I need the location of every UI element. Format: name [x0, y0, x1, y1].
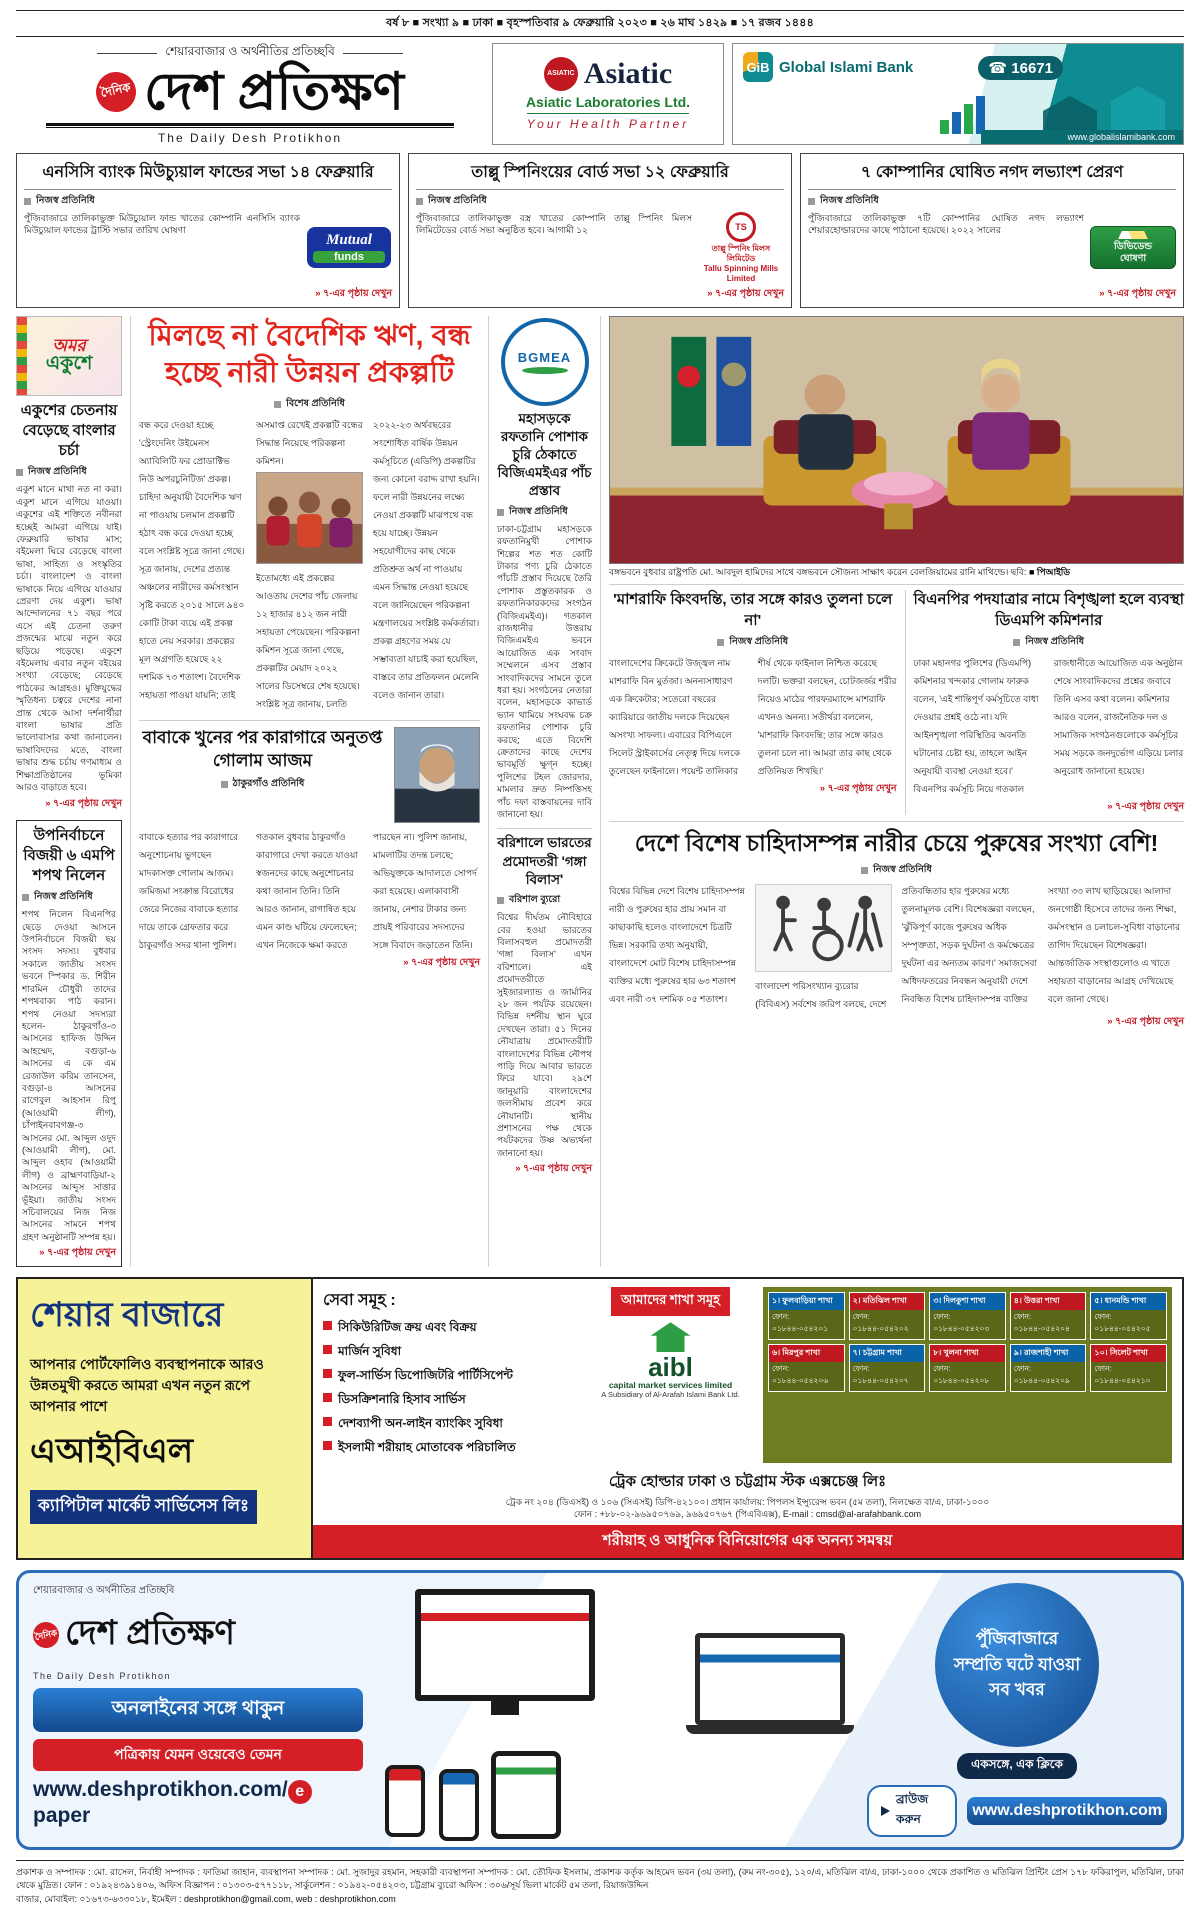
tallu-spinning-logo: TS তাল্লু স্পিনিং মিলস লিমিটেড Tallu Spinning Mills Limited — [698, 212, 784, 284]
branch-card: ১০। সিলেট শাখা ফোন: ০১৮৪৪-০৫৪২১০ — [1090, 1344, 1167, 1392]
alpona-stripe-decoration — [17, 317, 27, 395]
branch-card: ৮। খুলনা শাখা ফোন: ০১৮৪৪-০৫৪২০৮ — [929, 1344, 1006, 1392]
service-item: ইসলামী শরীয়াহ মোতাবেক পরিচালিত — [338, 1440, 516, 1455]
gib-logo-icon: GiB — [743, 52, 773, 82]
branches-title: আমাদের শাখা সমূহ — [611, 1287, 730, 1316]
aibl-house-icon — [651, 1322, 691, 1352]
aibl-ad-right-panel — [313, 1279, 1182, 1557]
mid-column — [488, 316, 592, 1268]
service-item: দেশব্যাপী অন-লাইন ব্যাংকিং সুবিধা — [338, 1416, 503, 1431]
trek-holder-line: ট্রেক হোল্ডার ঢাকা ও চট্টগ্রাম স্টক এক্সচেঞ্জ লিঃ — [608, 1473, 887, 1491]
byline-text: নিজস্ব প্রতিনিধি — [729, 635, 789, 647]
one-click-pill: একসঙ্গে, এক ক্লিকে — [957, 1753, 1077, 1779]
continue-page7-link[interactable]: » ৭-এর পৃষ্ঠায় দেখুন — [515, 1163, 592, 1175]
byline-icon — [16, 469, 23, 476]
byline-text: নিজস্ব প্রতিনিধি — [34, 891, 93, 903]
branch-card: ৭। চট্টগ্রাম শাখা ফোন: ০১৮৪৪-০৫৪২০৭ — [849, 1344, 926, 1392]
masthead-subtitle: The Daily Desh Protikhon — [157, 130, 343, 145]
branch-card: ৩। দিলকুশা শাখা ফোন: ০১৮৪৪-০৫৪২০৩ — [929, 1292, 1006, 1340]
bullet-icon — [323, 1417, 332, 1426]
tablet-graphic — [491, 1751, 561, 1839]
aibl-brand-bn: এআইবিএল — [30, 1432, 194, 1471]
byline-icon — [274, 401, 281, 408]
brief-nccbl-mutual-fund — [16, 153, 400, 308]
imprint-line1: প্রকাশক ও সম্পাদক : মো. রাসেল, নির্বাহী সম্পাদক : ফাতিমা জাহান, ব্যবস্থাপনা সম্পাদক : মো. সুজাদুর রহমান, সহকারী ব্যবস্থাপনা সম্পাদক : মো. তৌফিক ইসলাম, প্রকাশক কর্তৃক আহমেদ ভবন (৩য় তলা), (রুম নং-৩০৫), ১২০/এ, মতিঝিল বা/এ, ঢাকা-১০০০ থেকে প্রকাশিত ও মতিঝিল প্রিন্টিং প্রেস ১৭৮ ফকিরাপুল, মতিঝিল, ঢাকা থেকে মুদ্রিত। ফোন : ০১৯২৪৩৯১৪০৬, অফিস বিজ্ঞাপন : ০১৩০৩-৫৭৭১১৮, সার্কুলেশন : ০১৯৪২-০৫৪২০৩, চট্টগ্রাম ব্যুরো অফিস : ৩০৬/সূর্য ভিলা মার্কেট ৫ম তলা, রিয়াজউদ্দিন — [16, 1866, 1184, 1890]
bullet-icon — [323, 1321, 332, 1330]
aibl-slogan-bar: শরীয়াহ ও আধুনিক বিনিয়োগের এক অনন্য সমন্বয় — [313, 1525, 1182, 1558]
browse-button[interactable]: ব্রাউজ করুন — [867, 1785, 957, 1837]
masthead — [16, 43, 484, 145]
bgmea-swoosh — [522, 367, 568, 374]
desktop-monitor-graphic — [415, 1589, 595, 1701]
byline-icon — [24, 198, 31, 205]
byline-text: ঠাকুরগাঁও প্রতিনিধি — [232, 777, 305, 789]
services-title: সেবা সমূহ : — [323, 1292, 396, 1310]
branch-card: ১। ফুলবাড়িয়া শাখা ফোন: ০১৮৪৪-০৫৪২০১ — [768, 1292, 845, 1340]
asiatic-slogan: Your Health Partner — [527, 113, 689, 131]
lead-column — [130, 316, 480, 1268]
lead-article-body — [139, 415, 480, 712]
gib-website-link[interactable]: www.globalislamibank.com — [981, 130, 1184, 144]
continue-page7-link[interactable]: » ৭-এর পৃষ্ঠায় দেখুন — [315, 287, 392, 299]
mashrafi-article — [609, 590, 897, 815]
golam-azam-photo — [394, 727, 480, 823]
president-meeting-photo — [609, 316, 1184, 564]
aibl-logo-column — [588, 1287, 753, 1463]
special-needs-article — [609, 821, 1184, 1030]
bullet-icon — [323, 1369, 332, 1378]
continue-page7-link[interactable]: » ৭-এর পৃষ্ঠায় দেখুন — [39, 1247, 116, 1259]
service-item: ফুল-সার্ভিস ডিপোজিটরি পার্টিসিপেন্ট — [338, 1368, 513, 1383]
byline-icon — [1013, 639, 1020, 646]
bullet-icon — [323, 1393, 332, 1402]
epaper-e-icon: e — [288, 1780, 312, 1804]
byline-icon — [808, 198, 815, 205]
babake-article-header — [139, 720, 480, 823]
bullet-icon — [323, 1441, 332, 1450]
disability-pictogram — [755, 884, 891, 972]
byline-icon — [221, 781, 228, 788]
cursor-icon — [881, 1806, 890, 1816]
women-project-photo — [256, 472, 363, 564]
photo-caption: বঙ্গভবনে বুধবার রাষ্ট্রপতি মো. আবদুল হামিদের সাথে বঙ্গভবনে সৌজন্য সাক্ষাৎ করেন বেলজিয়ামের রানি মাথিল্ডে। ছবি: ■ পিআইডি — [609, 566, 1070, 577]
aibl-address1: ট্রেক নং ২০৪ (ডিএসই) ও ১০৬ (সিএসই) ডিপি-৪২১০০। প্রধান কার্যালয়: পিপলস ইন্স্যুরেন্স ভবন (৫ম তলা), নিলক্ষেত বা/এ, ঢাকা-১০০০ — [505, 1497, 990, 1508]
banner-newspaper-subtitle: The Daily Desh Protikhon — [33, 1670, 172, 1681]
masthead-tagline: শেয়ারবাজার ও অর্থনীতির প্রতিচ্ছবি — [16, 43, 484, 63]
continue-page7-link[interactable]: » ৭-এর পৃষ্ঠায় দেখুন — [403, 956, 480, 968]
brief-body: পুঁজিবাজারে তালিকাভুক্ত ৭টি কোম্পানির ঘোষিত নগদ লভ্যাংশ শেয়ারহোল্ডারদের কাছে পাঠানো হয়েছে। ২০২২ সালের — [808, 212, 1084, 235]
phone-graphic — [385, 1765, 425, 1837]
dmp-body: ঢাকা মহানগর পুলিশের (ডিএমপি) কমিশনার খন্দকার গোলাম ফারুক বলেন, 'এই শান্তিপূর্ণ কর্মসূচিতে বাধা দেওয়ার প্রশ্নই ওঠে না। যদি আইনশৃঙ্খলা পরিস্থিতির অবনতি ঘটানোর চেষ্টা হয়, তাহলে আইন অনুযায়ী ব্যবস্থা নেওয়া হবে।' বিএনপির কর্মসূচি নিয়ে গতকাল রাজধানীতে আয়োজিত এক অনুষ্ঠান শেষে সাংবাদিকদের প্রশ্নের জবাবে তিনি এসব কথা বলেন। কমিশনার আরও বলেন, রাজনৈতিক দল ও সামাজিক সংগঠনগুলোকে কর্মসূচির সময় সড়কে জনদুর্ভোগ এড়িয়ে চলার অনুরোধ জানানো হয়েছে। — [913, 657, 1184, 794]
masthead-row — [16, 43, 1184, 145]
aibl-capital-market-ad — [16, 1277, 1184, 1559]
byline-text: নিজস্ব প্রতিনিধি — [509, 505, 568, 517]
stay-online-bar: অনলাইনের সঙ্গে থাকুন — [33, 1688, 363, 1732]
nari-body-part1: বিশ্বের বিভিন্ন দেশে বিশেষ চাহিদাসম্পন্ন নারী ও পুরুষের হার প্রায় সমান বা কাছাকাছি হলেও বাংলাদেশে চিত্রটি ভিন্ন। সরকারি তথ্য অনুযায়ী, বাংলাদেশে মোট বিশেষ চাহিদাসম্পন্ন ব্যক্তির মধ্যে পুরুষের হার ৬৩ শতাংশ এবং নারী ৩৭ দশমিক ০৫ শতাংশ। — [609, 885, 745, 1004]
brief-headline: ৭ কোম্পানির ঘোষিত নগদ লভ্যাংশ প্রেরণ — [808, 159, 1176, 190]
aibl-ad-left-panel — [18, 1279, 313, 1557]
gib-bank-ad — [732, 43, 1184, 145]
byline-icon — [22, 894, 29, 901]
aibl-brand-bn2: ক্যাপিটাল মার্কেট সার্ভিসেস লিঃ — [30, 1490, 257, 1524]
ekush-body: একুশ মানে মাথা নত না করা। একুশ মানে এগিয়ে যাওয়া। একুশের এই শক্তিতে নবীনরা হচ্ছেই আমরা এগিয়ে যাই। ফেব্রুয়ারি ভাষার মাস; বইমেলা ঘিরে বেড়েছে বাংলা ভাষা, সাহিত্য ও সংস্কৃতির চর্চা। বাংলাদেশ ও বাংলা ভাষাকে নিয়ে এগিয়ে যাওয়ার প্রেরণা দেয় একুশ। ভাষা আন্দোলনের ৭১ বছর পরে এসে এই চেতনা তরুণ প্রজন্মের মাঝে নতুন করে ছড়িয়ে পড়েছে। একুশে বইমেলায় এবার নতুন বইয়ের সংখ্যা বেড়েছে; বেড়েছে পাঠকের আগ্রহও। মুক্তিযুদ্ধের স্মৃতিধন্য চত্বরে দেশের নানা প্রান্ত থেকে আসা দর্শনার্থীরা বাংলা ভাষার প্রতি ভালোবাসার কথা জানালেন। ভাষাবিদদের মতে, বাংলা ভাষার শুদ্ধ চর্চায় গণমাধ্যম ও শিক্ষাপ্রতিষ্ঠানের ভূমিকা আরও বাড়াতে হবে। — [16, 484, 122, 793]
aibl-share-market-title: শেয়ার বাজারে — [30, 1296, 224, 1335]
byline-icon — [416, 198, 423, 205]
byline-text: নিজস্ব প্রতিনিধি — [873, 863, 932, 875]
bullet-icon — [323, 1345, 332, 1354]
nari-body-part2: বাংলাদেশ পরিসংখ্যান ব্যুরোর (বিবিএস) সর্বশেষ জরিপ বলছে, দেশে প্রতিবন্ধিতার হার পুরুষের মধ্যে তুলনামূলক বেশি। বিশেষজ্ঞরা বলছেন, 'ঝুঁকিপূর্ণ কাজে পুরুষের অধিক সম্পৃক্ততা, সড়ক দুর্ঘটনা ও কর্মক্ষেত্রের দুর্ঘটনা এর অন্যতম কারণ।' সমাজসেবা অধিদফতরের নিবন্ধন অনুযায়ী দেশে নিবন্ধিত বিশেষ চাহিদাসম্পন্ন ব্যক্তির সংখ্যা ৩৩ লাখ ছাড়িয়েছে। আলাদা জনগোষ্ঠী হিসেবে তাদের জন্য শিক্ষা, কর্মসংস্থান ও চলাচল-সুবিধা বাড়ানোর তাগিদ দিয়েছেন বিশেষজ্ঞরা। আন্তর্জাতিক সংস্থাগুলোও এ খাতে সহায়তা বাড়ানোর আগ্রহ দেখিয়েছে বলে জানা গেছে। — [755, 885, 1181, 1009]
gib-bank-name: Global Islami Bank — [779, 58, 914, 76]
right-column — [600, 316, 1184, 1268]
service-item: মার্জিন সুবিধা — [338, 1344, 402, 1359]
byline-icon — [861, 867, 868, 874]
continue-page7-link[interactable]: » ৭-এর পৃষ্ঠায় দেখুন — [45, 797, 122, 809]
imprint-footer — [16, 1860, 1184, 1907]
byline-icon — [497, 509, 504, 516]
dmp-headline: বিএনপির পদযাত্রার নামে বিশৃঙ্খলা হলে ব্যবস্থা ডিএমপি কমিশনার — [913, 591, 1184, 629]
left-column — [16, 316, 122, 1268]
byline-text: নিজস্ব প্রতিনিধি — [1025, 635, 1085, 647]
news-briefs-row — [16, 153, 1184, 308]
ganga-body: বিশ্বের দীর্ঘতম নৌবিহারে বের হওয়া ভারতের বিলাসবহুল প্রমোদতরী 'গঙ্গা বিলাস' এখন বরিশালে। এই প্রমোদতরীতে সুইজারল্যান্ড ও জার্মানির ২৮ জন পর্যটক রয়েছেন। বিভিন্ন দর্শনীয় স্থান ঘুরে দেখছেন তারা। ৫১ দিনের নৌযাত্রায় প্রমোদতরীটি বাংলাদেশের বিভিন্ন নৌপথ পাড়ি দিয়ে আবার ভারতে ফিরে যাবে। ২৯শে জানুয়ারি বাংলাদেশের জলসীমায় প্রবেশ করে নৌযানটি। স্থানীয় প্রশাসনের পক্ষ থেকে পর্যটকদের উষ্ণ অভ্যর্থনা জানানো হয়। — [497, 912, 592, 1158]
byline-text: নিজস্ব প্রতিনিধি — [820, 194, 879, 206]
banner-newspaper-title: দেশ প্রতিক্ষণ — [65, 1613, 235, 1652]
handshake-icon — [1094, 231, 1172, 239]
lead-body-part1: বন্ধ করে দেওয়া হচ্ছে 'স্ট্রেংদেনিং উইমেনস অ্যাবিলিটি ফর প্রোডাক্টিভ নিউ অপরচুনিটিজ' প্রকল্প। চাহিদা অনুযায়ী বৈদেশিক ঋণ না পাওয়ায় চলমান প্রকল্পটি হঠাৎ বন্ধ করে দেওয়া হচ্ছে বলে সংশ্লিষ্ট সূত্রে জানা গেছে। সূত্র জানায়, দেশের প্রত্যন্ত অঞ্চলের নারীদের কর্মসংস্থান সৃষ্টি করতে ২০১৫ সালে ৯৪০ কোটি টাকা ব্যয়ে এই প্রকল্প হাতে নেয় সরকার। প্রকল্পের মূল অগ্রগতি হয়েছে ২২ দশমিক ৭৩ শতাংশ। বৈদেশিক সহায়তা পাওয়া যায়নি; তাই অসমাপ্ত রেখেই প্রকল্পটি বন্ধের সিদ্ধান্ত নিয়েছে পরিকল্পনা কমিশন। — [139, 419, 363, 700]
photo-source: ■ পিআইডি — [1028, 566, 1070, 577]
brief-headline: তাল্লু স্পিনিংয়ের বোর্ড সভা ১২ ফেব্রুয়ারি — [416, 159, 784, 190]
babake-headline: বাবাকে খুনের পর কারাগারে অনুতপ্ত গোলাম আজম — [142, 727, 383, 770]
mashrafi-body: বাংলাদেশের ক্রিকেটে উজ্জ্বল নাম মাশরাফি বিন মুর্তজা। অনন্যসাধারণ এক ক্রিকেটার; সতেরো বছরের ক্যারিয়ারে জাতীয় দলকে দিয়েছেন অসংখ্য সাফল্য। এবারের বিপিএলে সিলেট স্ট্রাইকার্সের নেতৃত্ব দিয়ে দলকে তুলেছেন ফাইনালে। পয়েন্ট তালিকার শীর্ষ থেকে ফাইনাল নিশ্চিত করেছে দলটি। ভক্তরা বলছেন, চোটজর্জর শরীর নিয়েও মাঠের পারফরম্যান্সে মাশরাফি এখনও অনন্য। সতীর্থরা বললেন, 'মাশরাফি কিংবদন্তি; তার সঙ্গে কারও তুলনা চলে না। আমরা তার কাছ থেকে প্রতিনিয়ত শিখছি।' — [609, 657, 897, 776]
aibl-pitch-text: আপনার পোর্টফোলিও ব্যবস্থাপনাকে আরও উন্নতমুখী করতে আমরা এখন নতুন রূপে আপনার পাশে — [30, 1356, 264, 1415]
imprint-line2: বাজার, মোবাইল: ০১৬৭৩-৬৩৩০১৮, ইমেইল : deshprotikhon@gmail.com, web : deshprotikhon.com — [16, 1893, 396, 1904]
brief-headline: এনসিসি ব্যাংক মিউচ্যুয়াল ফান্ডের সভা ১৪ ফেব্রুয়ারি — [24, 159, 392, 190]
continue-page7-link[interactable]: » ৭-এর পৃষ্ঠায় দেখুন — [1099, 287, 1176, 299]
dividend-announcement-logo: ডিভিডেন্ড ঘোষণা — [1090, 212, 1176, 284]
branch-grid — [763, 1287, 1172, 1463]
epaper-link[interactable]: www.deshprotikhon.com/ epaper — [33, 1778, 363, 1828]
continue-page7-link[interactable]: » ৭-এর পৃষ্ঠায় দেখুন — [707, 287, 784, 299]
service-item: সিকিউরিটিজ ক্রয় এবং বিক্রয় — [338, 1320, 477, 1335]
aibl-services — [323, 1287, 578, 1463]
aibl-address2: ফোন : +৮৮-০২-৯৬৯৫০৭৬৯, ৯৬৯৫০৭৬৭ (পিএবিএক্স), E-mail : cmsd@al-arafahbank.com — [573, 1509, 922, 1520]
byline-text: বিশেষ প্রতিনিধি — [286, 397, 345, 409]
aibl-logo: aibl capital market services limited A Subsidiary of Al-Arafah Islami Bank Ltd. — [601, 1322, 739, 1399]
branch-card: ৯। রাজশাহী শাখা ফোন: ০১৮৪৪-০৫৪২০৯ — [1010, 1344, 1087, 1392]
banner-left — [33, 1583, 363, 1837]
ganga-bilash-article — [497, 828, 592, 1177]
right-two-articles — [609, 584, 1184, 815]
ganga-headline: বরিশালে ভারতের প্রমোদতরী 'গঙ্গা বিলাস' — [497, 835, 592, 887]
branch-card: ৪। উত্তরা শাখা ফোন: ০১৮৪৪-০৫৪২০৪ — [1010, 1292, 1087, 1340]
capital-market-news-circle: পুঁজিবাজারে সম্প্রতি ঘটে যাওয়া সব খবর — [935, 1583, 1099, 1747]
lead-headline: মিলছে না বৈদেশিক ঋণ, বন্ধ হচ্ছে নারী উন্নয়ন প্রকল্পটি — [148, 319, 471, 390]
continue-page7-link[interactable]: » ৭-এর পৃষ্ঠায় দেখুন — [819, 782, 897, 794]
main-content — [16, 316, 1184, 1268]
mp-headline: উপনির্বাচনে বিজয়ী ৬ এমপি শপথ নিলেন — [23, 826, 115, 884]
growth-chart-graphic — [940, 96, 985, 134]
banner-tagline: শেয়ারবাজার ও অর্থনীতির প্রতিচ্ছবি — [33, 1584, 175, 1596]
byline-icon — [717, 639, 724, 646]
byline-text: বরিশাল ব্যুরো — [509, 894, 561, 906]
byline-icon — [497, 897, 504, 904]
nari-headline: দেশে বিশেষ চাহিদাসম্পন্ন নারীর চেয়ে পুরুষের সংখ্যা বেশি! — [634, 829, 1159, 856]
mutual-funds-logo: Mutual funds — [306, 212, 392, 284]
gib-hotline: ☎ 16671 — [978, 56, 1063, 80]
asiatic-brand: Asiatic — [583, 56, 673, 90]
mashrafi-headline: 'মাশরাফি কিংবদন্তি, তার সঙ্গে কারও তুলনা চলে না' — [613, 591, 893, 629]
babake-body: বাবাকে হত্যার পর কারাগারে অনুশোচনায় ভুগছেন মাদকাসক্ত গোলাম আজম। জমিজমা সংক্রান্ত বিরোধের জেরে নিজের বাবাকে হত্যার দায়ে তাকে গ্রেফতার করে ঠাকুরগাঁও সদর থানা পুলিশ। গতকাল বুধবার ঠাকুরগাঁও কারাগারে দেখা করতে যাওয়া স্বজনদের কাছে অনুশোচনার কথা জানান তিনি। তিনি আরও জানান, রাগান্বিত হয়ে এমন কাণ্ড ঘটিয়ে ফেলেছেন; এখন নিজেকে ক্ষমা করতে পারছেন না। পুলিশ জানায়, মামলাটির তদন্ত চলছে; অভিযুক্তকে আদালতে সোপর্দ করা হয়েছে। এলাকাবাসী জানায়, নেশার টাকার জন্য প্রায়ই পরিবারের সদস্যদের সঙ্গে বিবাদে জড়াতেন তিনি। — [139, 831, 477, 950]
byline-text: নিজস্ব প্রতিনিধি — [36, 194, 95, 206]
mp-oath-article — [16, 820, 122, 1268]
masthead-rule — [46, 123, 454, 128]
asiatic-company: Asiatic Laboratories Ltd. — [525, 93, 691, 110]
newspaper-title: দেশ প্রতিক্ষণ — [144, 63, 404, 121]
brief-tallu-spinning — [408, 153, 792, 308]
mp-body: শপথ নিলেন বিএনপির ছেড়ে দেওয়া আসনে উপনির্বাচনে বিজয়ী ছয় সংসদ সদস্য। বুধবার সকালে জাতীয় সংসদ ভবনে স্পিকার ড. শিরীন শারমিন চৌধুরী তাদের শপথবাক্য পাঠ করান। শপথ নেওয়া সদস্যরা হলেন- ঠাকুরগাঁও-৩ আসনের হাফিজ উদ্দিন আহম্মেদ, বগুড়া-৬ আসনের এ কে এম রেজাউল করিম তানসেন, বগুড়া-৪ আসনের রাগেবুল আহসান রিপু (আওয়ামী লীগ), চাঁপাইনবাবগঞ্জ-৩ আসনের মো. আব্দুল ওদুদ (আওয়ামী লীগ), মো. আব্দুল ওহাব (আওয়ামী লীগ) ও ব্রাহ্মণবাড়িয়া-২ আসনের আব্দুস সাত্তার ভূঁইয়া। জাতীয় সংসদ সচিবালয়ের নিজ নিজ আসনের সামনে শপথ গ্রহণ অনুষ্ঠানটি সম্পন্ন হয়। — [22, 909, 116, 1242]
print-web-bar: পত্রিকায় যেমন ওয়েবেও তেমন — [33, 1739, 363, 1771]
byline-text: নিজস্ব প্রতিনিধি — [28, 466, 87, 478]
banner-right — [867, 1583, 1167, 1837]
asiatic-ad — [492, 43, 724, 145]
continue-page7-link[interactable]: » ৭-এর পৃষ্ঠায় দেখুন — [1107, 800, 1184, 812]
website-link[interactable]: www.deshprotikhon.com — [967, 1797, 1167, 1825]
continue-page7-link[interactable]: » ৭-এর পৃষ্ঠায় দেখুন — [1107, 1015, 1184, 1027]
brief-dividend — [800, 153, 1184, 308]
branch-card: ২। মতিঝিল শাখা ফোন: ০১৮৪৪-০৫৪২০২ — [849, 1292, 926, 1340]
ekush-headline: একুশের চেতনায় বেড়েছে বাংলার চর্চা — [20, 401, 118, 460]
bgmea-headline: মহাসড়কে রফতানি পোশাক চুরি ঠেকাতে বিজিএমইএর পাঁচ প্রস্তাব — [497, 410, 592, 499]
laptop-graphic — [695, 1633, 845, 1725]
amar-ekushe-graphic: অমর একুশে — [16, 316, 122, 396]
bgmea-body: ঢাকা-চট্টগ্রাম মহাসড়কে রফতানিমুখী পোশাক শিল্পের শত শত কোটি টাকার পণ্য চুরি ঠেকাতে পাঁচটি প্রস্তাব দিয়েছে তৈরি পোশাক প্রস্তুতকারক ও রফতানিকারকদের সংগঠন (বিজিএমইএ)। গতকাল রাজধানীর উত্তরায় বিজিএমইএ ভবনে আয়োজিত এক সংবাদ সম্মেলনে এসব প্রস্তাব সাংবাদিকদের সামনে তুলে ধরা হয়। সংগঠনের নেতারা বলেন, মহাসড়কে কাভার্ড ভ্যান থামিয়ে সংঘবদ্ধ চক্র রফতানির পোশাক চুরি করছে; এতে বিদেশি ক্রেতাদের কাছে দেশের ভাবমূর্তি ক্ষুণ্ন হচ্ছে। পুলিশের টহল জোরদার, মামলার দ্রুত নিষ্পত্তিসহ পাঁচ দফা বাস্তবায়নের দাবি জানানো হয়। — [497, 523, 592, 820]
dmp-article — [905, 590, 1185, 815]
service-item: ডিসক্রিশনারি হিসাব সার্ভিস — [338, 1392, 466, 1407]
phone-graphic — [439, 1769, 479, 1841]
byline-text: নিজস্ব প্রতিনিধি — [428, 194, 487, 206]
daily-badge: দৈনিক — [31, 1620, 62, 1651]
branch-card: ৬। মিরপুর শাখা ফোন: ০১৮৪৪-০৫৪২০৬ — [768, 1344, 845, 1392]
lead-body-part2: ইতোমধ্যে এই প্রকল্পের আওতায় দেশের পাঁচ জেলায় ১২ হাজার ৪১২ জন নারী সহায়তা পেয়েছেন। পরিকল্পনা কমিশন সূত্রে জানা গেছে, প্রকল্পটির মেয়াদ ২০২২ সালের ডিসেম্বরে শেষ হয়েছে। সংশ্লিষ্ট সূত্র জানায়, চলতি ২০২২-২৩ অর্থবছরের সংশোধিত বার্ষিক উন্নয়ন কর্মসূচিতে (এডিপি) প্রকল্পটির জন্য কোনো বরাদ্দ রাখা হয়নি। ফলে নারী উন্নয়নের লক্ষ্যে নেওয়া প্রকল্পটি মাঝপথে বন্ধ হয়ে যাচ্ছে। উন্নয়ন সহযোগীদের কাছ থেকে প্রতিশ্রুত অর্থ না পাওয়ায় এমন সিদ্ধান্ত নেওয়া হয়েছে বলে জানিয়েছেন পরিকল্পনা মন্ত্রণালয়ের সংশ্লিষ্ট কর্মকর্তারা। প্রকল্প গ্রহণের সময় যে সম্ভাব্যতা যাচাই করা হয়েছিল, বাস্তবে তার প্রতিফলন মেলেনি বলেও জানান তারা। — [256, 419, 480, 709]
online-promo-banner — [16, 1570, 1184, 1850]
dateline: বর্ষ ৮ ■ সংখ্যা ৯ ■ ঢাকা ■ বৃহস্পতিবার ৯ ফেব্রুয়ারি ২০২৩ ■ ২৬ মাঘ ১৪২৯ ■ ১৭ রজব ১৪৪৪ — [16, 10, 1184, 37]
branch-card: ৫। ধানমন্ডি শাখা ফোন: ০১৮৪৪-০৫৪২০৫ — [1090, 1292, 1167, 1340]
brief-body: পুঁজিবাজারে তালিকাভুক্ত বস্ত্র খাতের কোম্পানি তাল্লু স্পিনিং মিলস লিমিটেডের বোর্ড সভা অনুষ্ঠিত হবে। আগামী ১২ — [416, 212, 692, 235]
asiatic-logo-icon: ASIATIC — [544, 57, 578, 91]
brief-body: পুঁজিবাজারে তালিকাভুক্ত মিউচ্যুয়াল ফান্ড খাতের কোম্পানি এনসিসি ব্যাংক মিউচ্যুয়াল ফান্ডের ট্রাস্টি সভার তারিখ ঘোষণা — [24, 212, 300, 235]
daily-badge: দৈনিক — [92, 69, 139, 116]
devices-mockup — [375, 1583, 855, 1837]
bgmea-logo: BGMEA — [501, 318, 589, 406]
